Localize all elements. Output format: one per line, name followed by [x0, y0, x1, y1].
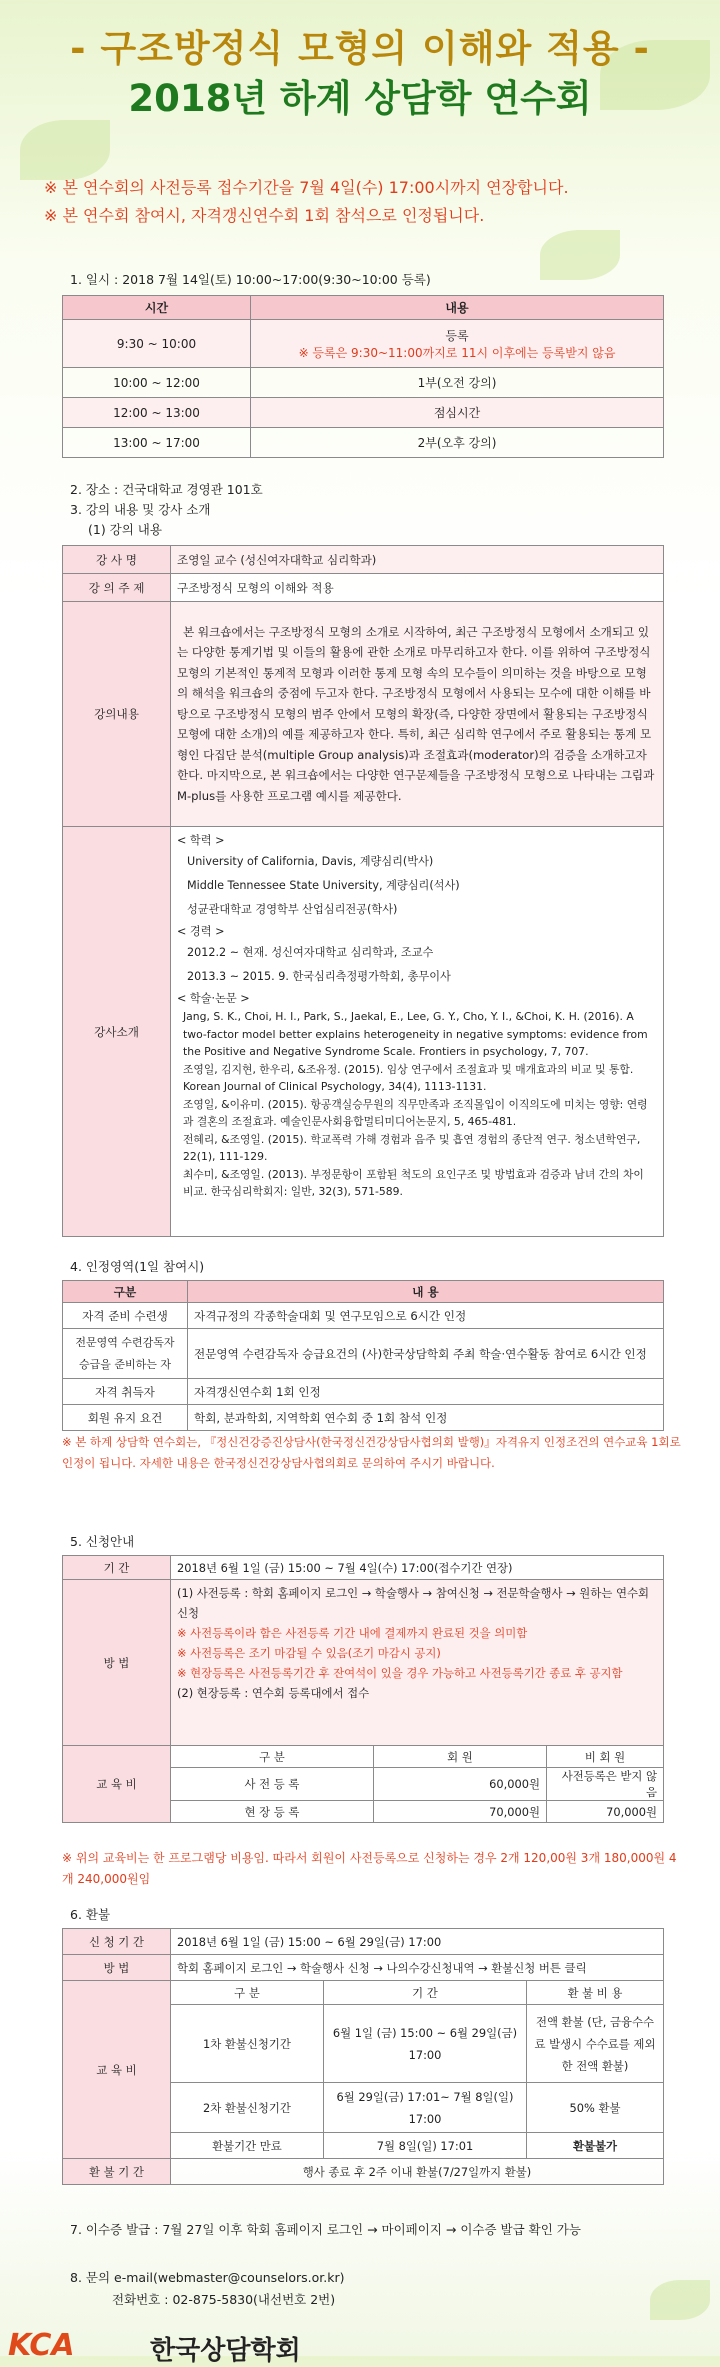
cert-table [62, 1280, 664, 1431]
page-subtitle: 2018년 하계 상담학 연수회 [128, 77, 592, 120]
cert-type: 회원 유지 요건 [63, 1405, 188, 1431]
section-lecture: 3. 강의 내용 및 강사 소개 [70, 502, 211, 517]
refund-head: 환 불 비 용 [527, 1981, 664, 2005]
footer-org-name: 한국상담학회 [150, 2336, 301, 2366]
schedule-note: ※ 등록은 9:30~11:00까지로 11시 이후에는 등록받지 않음 [298, 345, 616, 360]
topic-label: 강 의 주 제 [63, 574, 171, 602]
section-place: 2. 장소 : 건국대학교 경영관 101호 [70, 482, 263, 497]
fee-nonmember: 사전등록은 받지 않음 [547, 1768, 664, 1801]
refund-method-label: 방 법 [63, 1955, 171, 1981]
leaf-decoration [540, 230, 620, 280]
schedule-head-content: 내용 [251, 296, 664, 320]
papers-heading: < 학술·논문 > [177, 992, 250, 1005]
refund-stage: 2차 환불신청기간 [171, 2083, 324, 2133]
refund-dates: 6월 1일 (금) 15:00 ~ 6월 29일(금) 17:00 [324, 2005, 527, 2083]
refund-table [62, 1928, 664, 2185]
refund-dates: 7월 8일(일) 17:01 [324, 2133, 527, 2159]
notice-extension: ※ 본 연수회의 사전등록 접수기간을 7월 4일(수) 17:00시까지 연장합니다. [44, 178, 569, 197]
schedule-row [63, 398, 664, 428]
refund-head: 구 분 [171, 1981, 324, 2005]
refund-dates: 6월 29일(금) 17:01~ 7월 8일(일) 17:00 [324, 2083, 527, 2133]
section-date: 1. 일시 : 2018 7월 14일(토) 10:00~17:00(9:30~10:00 등록) [70, 272, 431, 287]
schedule-head-time: 시간 [63, 296, 251, 320]
apply-method-label: 방 법 [63, 1580, 171, 1746]
refund-window: 행사 종료 후 2주 이내 환불(7/27일까지 환불) [171, 2159, 664, 2185]
apply-period: 2018년 6월 1일 (금) 15:00 ~ 7월 4일(수) 17:00(접수기간 연장) [171, 1556, 664, 1580]
schedule-row [63, 428, 664, 458]
schedule-time: 13:00 ~ 17:00 [63, 428, 251, 458]
fee-head: 구 분 [171, 1746, 374, 1768]
schedule-content: 등록 [445, 328, 469, 343]
cert-content: 전문영역 수련감독자 승급요건의 (사)한국상담학회 주최 학술·연수활동 참여로 6시간 인정 [188, 1329, 664, 1379]
apply-method-onsite: (2) 현장등록 : 연수회 등록대에서 접수 [177, 1686, 370, 1700]
lecture-topic: 구조방정식 모형의 이해와 적용 [171, 574, 664, 602]
cert-head-type: 구분 [63, 1281, 188, 1303]
refund-head: 기 간 [324, 1981, 527, 2005]
cert-content: 자격갱신연수회 1회 인정 [188, 1379, 664, 1405]
page-title: - 구조방정식 모형의 이해와 적용 - [70, 27, 650, 70]
paper-item: 조영일, 김지현, 한우리, &조유정. (2015). 임상 연구에서 조절효과 및 매개효과의 비교 및 통합. Korean Journal of Clinical Psychology, 34(4), 1113-1131. [183, 1062, 634, 1093]
apply-fee-note: ※ 위의 교육비는 한 프로그램당 비용임. 따라서 회원이 사전등록으로 신청하는 경우 2개 120,00원 3개 180,000원 4개 240,000원임 [62, 1851, 677, 1886]
cert-type: 전문영역 수련감독자 승급을 준비하는 자 [63, 1329, 188, 1379]
schedule-content: 2부(오후 강의) [251, 428, 664, 458]
cert-row [63, 1329, 664, 1379]
lecture-table [62, 545, 664, 1237]
section-apply: 5. 신청안내 [70, 1534, 135, 1549]
schedule-row [63, 320, 664, 368]
refund-window-label: 환 불 기 간 [63, 2159, 171, 2185]
apply-table [62, 1555, 664, 1823]
lecture-description: 본 워크숍에서는 구조방정식 모형의 소개로 시작하여, 최근 구조방정식 모형에서 소개되고 있는 다양한 통계기법 및 이들의 활용에 관한 소개로 마무리하고자 한다. 이를 위하여 구조방정식 모형의 기본적인 통계적 모형과 이러한 통계 모형 속의 모수들이 의미하는 것을 바탕으로 모형의 해석을 워크숍의 중점에 두고자 한다. 구조방정식 모형에서 사용되는 모수에 대한 이해를 바탕으로 구조방정식 모형의 범주 안에서 모형의 확장(즉, 다양한 장면에서 활용되는 구조방정식 모형에 대한 소개)의 예를 제공하고자 한다. 특히, 최근 심리학 연구에서 주로 활용되는 통계 모형인 다집단 분석(multiple Group analysis)과 조절효과(moderator)의 검증을 소개하고자 한다. 마지막으로, 본 워크숍에서는 다양한 연구문제들을 구조방정식 모형으로 나타내는 그림과 M-plus를 사용한 프로그램 예시를 제공한다. [171, 602, 664, 827]
apply-period-label: 기 간 [63, 1556, 171, 1580]
schedule-content: 1부(오전 강의) [251, 368, 664, 398]
cert-content: 학회, 분과학회, 지역학회 연수회 중 1회 참석 인정 [188, 1405, 664, 1431]
education-item: 성균관대학교 경영학부 산업심리전공(학사) [187, 903, 398, 916]
refund-period: 2018년 6월 1일 (금) 15:00 ~ 6월 29일(금) 17:00 [171, 1929, 664, 1955]
apply-method-online: (1) 사전등록 : 학회 홈페이지 로그인 → 학술행사 → 참여신청 → 전문학술행사 → 원하는 연수회 신청 [177, 1586, 649, 1620]
refund-amount: 환불불가 [527, 2133, 664, 2159]
schedule-time: 10:00 ~ 12:00 [63, 368, 251, 398]
schedule-time: 9:30 ~ 10:00 [63, 320, 251, 368]
refund-stage: 환불기간 만료 [171, 2133, 324, 2159]
fee-head: 회 원 [374, 1746, 547, 1768]
section-contact-phone: 전화번호 : 02-875-5830(내선번호 2번) [112, 2292, 336, 2307]
refund-amount: 전액 환불 (단, 금융수수료 발생시 수수료를 제외한 전액 환불) [527, 2005, 664, 2083]
content-label: 강의내용 [63, 602, 171, 827]
refund-amount: 50% 환불 [527, 2083, 664, 2133]
section-cert: 4. 인정영역(1일 참여시) [70, 1259, 205, 1274]
cert-note: ※ 본 하계 상담학 연수회는, 『정신건강증진상담사(한국정신건강상담사협의회 발행)』자격유지 인정조건의 연수교육 1회로 인정이 됩니다. 자세한 내용은 한국정신건강상담사협의회로 문의하여 주시기 바랍니다. [62, 1435, 681, 1470]
notice-credit: ※ 본 연수회 참여시, 자격갱신연수회 1회 참석으로 인정됩니다. [44, 206, 485, 225]
schedule-row [63, 368, 664, 398]
cert-row [63, 1379, 664, 1405]
cert-row [63, 1303, 664, 1329]
fee-type: 사 전 등 록 [171, 1768, 374, 1801]
lecturer-label: 강 사 명 [63, 546, 171, 574]
career-item: 2012.2 ~ 현재. 성신여자대학교 심리학과, 조교수 [187, 946, 434, 959]
leaf-decoration [20, 120, 110, 180]
refund-fee-label: 교 육 비 [63, 1981, 171, 2159]
lecturer-name: 조영일 교수 (성신여자대학교 심리학과) [171, 546, 664, 574]
cert-type: 자격 준비 수련생 [63, 1303, 188, 1329]
paper-item: 조영일, &이유미. (2015). 항공객실승무원의 직무만족과 조직몰입이 이직의도에 미치는 영향: 연령과 결혼의 조절효과. 예술인문사회융합멀티미디어논문지, 5, 465-481. [183, 1097, 648, 1128]
refund-method: 학회 홈페이지 로그인 → 학술행사 신청 → 나의수강신청내역 → 환불신청 버튼 클릭 [171, 1955, 664, 1981]
schedule-table [62, 295, 664, 458]
education-item: Middle Tennessee State University, 계량심리(석사) [187, 879, 460, 892]
paper-item: 전혜리, &조영일. (2015). 학교폭력 가해 경험과 음주 및 흡연 경험의 종단적 연구. 청소년학연구, 22(1), 111-129. [183, 1132, 641, 1163]
cert-content: 자격규정의 각종학술대회 및 연구모임으로 6시간 인정 [188, 1303, 664, 1329]
paper-item: Jang, S. K., Choi, H. I., Park, S., Jaekal, E., Lee, G. Y., Cho, Y. I., &Choi, K. H. (2016). A two-factor model better explains heterogeneity in negative symptoms: evidence from the Positive and Negative Syndrome Scale. Frontiers in psychology, 7, 707. [183, 1010, 648, 1058]
profile-label: 강사소개 [63, 827, 171, 1237]
section-contact-email: 8. 문의 e-mail(webmaster@counselors.or.kr) [70, 2270, 345, 2285]
career-item: 2013.3 ~ 2015. 9. 한국심리측정평가학회, 총무이사 [187, 970, 451, 983]
leaf-decoration [650, 2280, 710, 2320]
cert-row [63, 1405, 664, 1431]
apply-method-note: ※ 사전등록이라 함은 사전등록 기간 내에 결제까지 완료된 것을 의미함 [177, 1626, 528, 1640]
fee-head: 비 회 원 [547, 1746, 664, 1768]
schedule-content: 점심시간 [251, 398, 664, 428]
cert-type: 자격 취득자 [63, 1379, 188, 1405]
section-lecture-content: (1) 강의 내용 [88, 522, 162, 537]
fee-member: 60,000원 [374, 1768, 547, 1801]
apply-method-note: ※ 현장등록은 사전등록기간 후 잔여석이 있을 경우 가능하고 사전등록기간 종료 후 공지함 [177, 1666, 623, 1680]
career-heading: < 경력 > [177, 925, 225, 938]
section-refund: 6. 환불 [70, 1907, 111, 1922]
fee-nonmember: 70,000원 [547, 1801, 664, 1823]
footer [0, 2328, 720, 2366]
apply-method-note: ※ 사전등록은 조기 마감될 수 있음(조기 마감시 공지) [177, 1646, 441, 1660]
refund-stage: 1차 환불신청기간 [171, 2005, 324, 2083]
kca-logo: KCA [8, 2328, 75, 2363]
apply-fee-label: 교 육 비 [63, 1746, 171, 1823]
cert-head-content: 내 용 [188, 1281, 664, 1303]
paper-item: 최수미, &조영일. (2013). 부정문항이 포함된 척도의 요인구조 및 방법효과 검증과 남녀 간의 차이 비교. 한국심리학회지: 일반, 32(3), 571-589. [183, 1167, 644, 1198]
education-heading: < 학력 > [177, 834, 225, 847]
fee-member: 70,000원 [374, 1801, 547, 1823]
section-certificate: 7. 이수증 발급 : 7월 27일 이후 학회 홈페이지 로그인 → 마이페이지 → 이수증 발급 확인 가능 [70, 2222, 581, 2237]
fee-type: 현 장 등 록 [171, 1801, 374, 1823]
education-item: University of California, Davis, 계량심리(박사) [187, 855, 434, 868]
refund-period-label: 신 청 기 간 [63, 1929, 171, 1955]
schedule-time: 12:00 ~ 13:00 [63, 398, 251, 428]
